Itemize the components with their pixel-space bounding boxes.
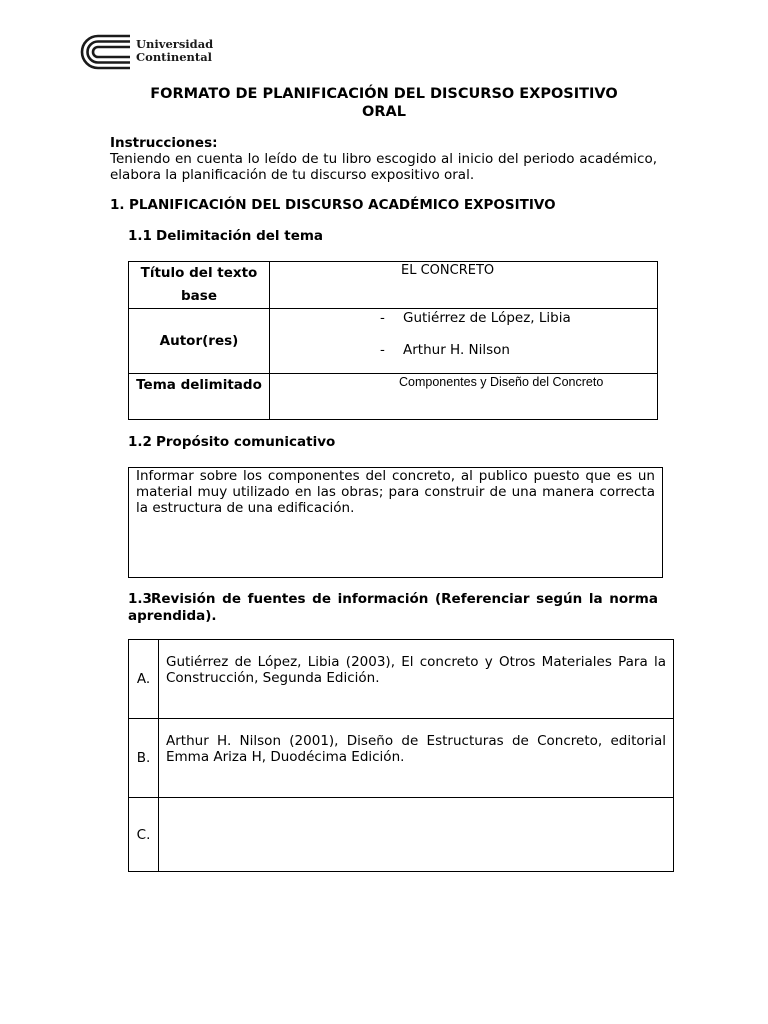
title-label-cell — [129, 262, 270, 309]
ref-letter: B. — [129, 719, 159, 798]
table-row — [129, 262, 658, 309]
title-label: Título del texto base — [140, 265, 258, 304]
ref-text-cell[interactable] — [159, 798, 674, 872]
ref-letter: C. — [129, 798, 159, 872]
topic-value: Componentes y Diseño del Concreto — [399, 375, 604, 389]
title-line1: FORMATO DE PLANIFICACIÓN DEL DISCURSO EXPOSITIVO — [150, 86, 618, 102]
section1-number: 1. — [110, 197, 125, 213]
bullet-dash-icon: - — [380, 342, 385, 358]
section1-heading — [110, 197, 556, 213]
subsection-1-3-number: 1.3 — [128, 591, 152, 607]
topic-label-cell — [129, 374, 270, 420]
author-value-cell[interactable] — [270, 309, 658, 374]
document-title — [110, 85, 658, 121]
subsection-1-3-heading — [128, 591, 658, 625]
table-row — [129, 374, 658, 420]
university-name-line2: Continental — [136, 50, 213, 64]
ref-text-cell[interactable]: Gutiérrez de López, Libia (2003), El concreto y Otros Materiales Para la Construcción, Segunda Edición. — [159, 640, 674, 719]
table-row — [129, 719, 674, 798]
author-name: Arthur H. Nilson — [403, 342, 510, 358]
subsection-1-1-number: 1.1 — [128, 228, 152, 244]
subsection-1-1-heading — [128, 228, 323, 244]
topic-label: Tema delimitado — [136, 377, 262, 393]
university-name — [136, 38, 213, 64]
table-row — [129, 309, 658, 374]
topic-table — [128, 261, 658, 420]
subsection-1-2-heading — [128, 434, 335, 450]
author-item — [380, 310, 657, 326]
author-item — [380, 342, 657, 358]
subsection-1-2-title: Propósito comunicativo — [156, 434, 336, 450]
table-row — [129, 640, 674, 719]
ref-text-cell[interactable]: Arthur H. Nilson (2001), Diseño de Estructuras de Concreto, editorial Emma Ariza H, Duodécima Edición. — [159, 719, 674, 798]
author-label: Autor(res) — [159, 332, 239, 349]
subsection-1-3-title: Revisión de fuentes de información (Referenciar según la norma aprendida). — [128, 591, 658, 624]
sources-table — [128, 639, 674, 872]
instructions-label: Instrucciones: — [110, 135, 218, 151]
topic-value-cell[interactable] — [270, 374, 658, 420]
title-line2: ORAL — [362, 104, 406, 120]
purpose-text: Informar sobre los componentes del concreto, al publico puesto que es un material muy utilizado en las obras; para construir de una manera correcta la estructura de una edificación. — [136, 468, 655, 516]
title-value-cell[interactable] — [270, 262, 658, 309]
title-value: EL CONCRETO — [401, 263, 495, 278]
university-name-line1: Universidad — [136, 37, 214, 51]
bullet-dash-icon: - — [380, 310, 385, 326]
purpose-box[interactable] — [128, 467, 663, 578]
author-name: Gutiérrez de López, Libia — [403, 310, 571, 326]
author-label-cell — [129, 309, 270, 374]
subsection-1-2-number: 1.2 — [128, 434, 152, 450]
table-row — [129, 798, 674, 872]
ref-letter: A. — [129, 640, 159, 719]
subsection-1-1-title: Delimitación del tema — [156, 228, 324, 244]
instructions-text: Teniendo en cuenta lo leído de tu libro escogido al inicio del periodo académico, elabora la planificación de tu discurso expositivo oral. — [110, 151, 657, 183]
section1-title: PLANIFICACIÓN DEL DISCURSO ACADÉMICO EXPOSITIVO — [129, 197, 556, 213]
